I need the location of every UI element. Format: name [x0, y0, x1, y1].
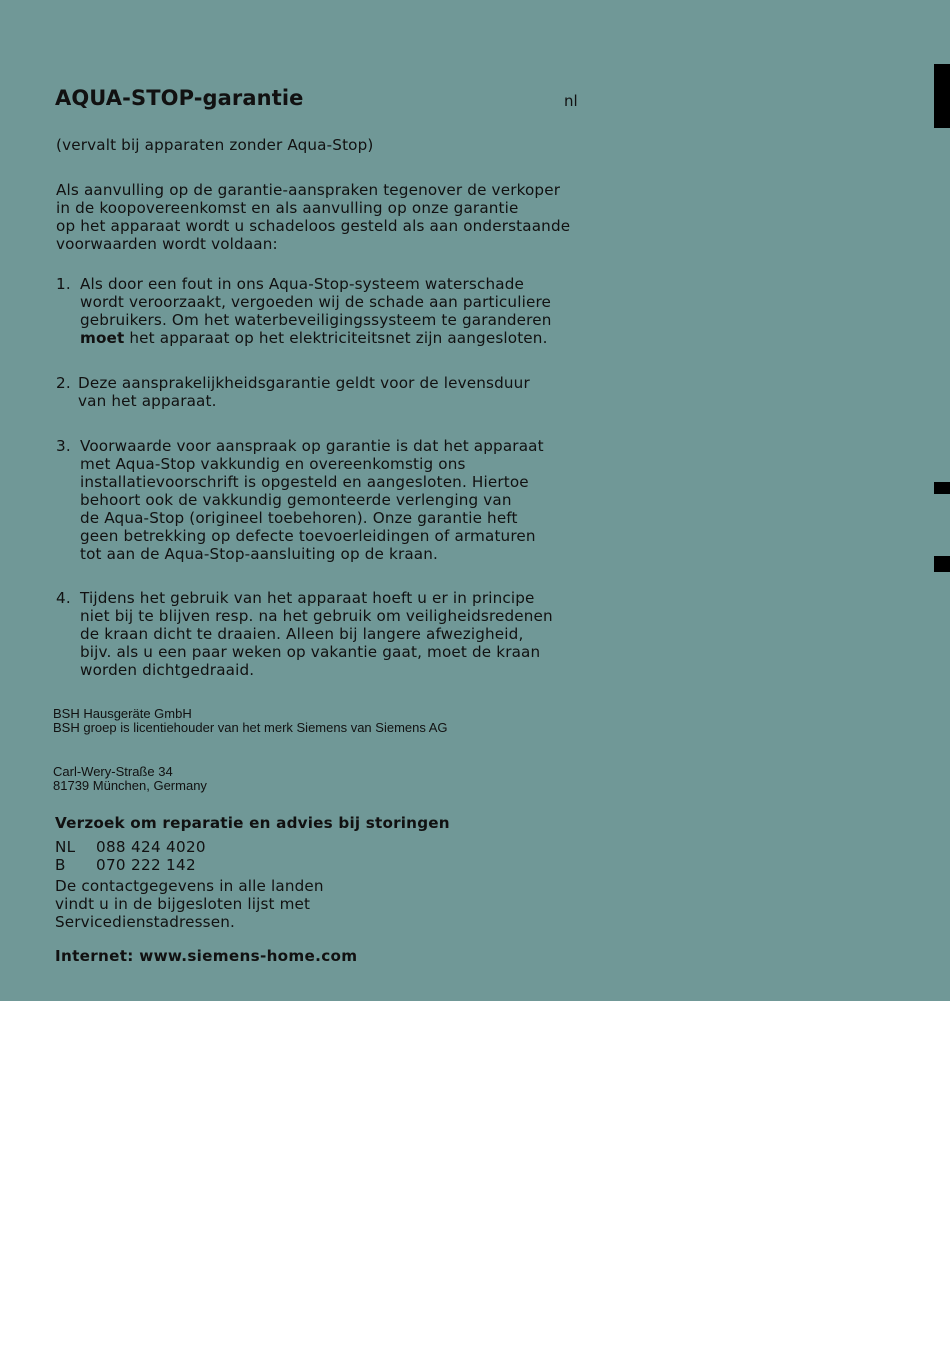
item-line: Als door een fout in ons Aqua-Stop-systeem waterschade: [80, 275, 524, 293]
item-line: behoort ook de vakkundig gemonteerde verlenging van: [80, 491, 512, 509]
address-city: 81739 München, Germany: [53, 778, 207, 793]
item-line: installatievoorschrift is opgesteld en aangesloten. Hiertoe: [80, 473, 529, 491]
item-line: van het apparaat.: [78, 392, 217, 410]
intro-line: voorwaarden wordt voldaan:: [56, 235, 278, 253]
subtitle: (vervalt bij apparaten zonder Aqua-Stop): [56, 136, 374, 154]
thumb-index-tab: [934, 64, 950, 128]
item-line: tot aan de Aqua-Stop-aansluiting op de kraan.: [80, 545, 439, 563]
address-street: Carl-Wery-Straße 34: [53, 764, 173, 779]
company-name: BSH Hausgeräte GmbH: [53, 706, 192, 721]
item-text: [80, 589, 590, 679]
item-number: 2.: [56, 374, 71, 392]
intro-paragraph: [56, 181, 596, 253]
item-text: [80, 437, 590, 563]
item-line: geen betrekking op defecte toevoerleidingen of armaturen: [80, 527, 536, 545]
contact-note: [55, 877, 455, 931]
item-line: met Aqua-Stop vakkundig en overeenkomstig ons: [80, 455, 466, 473]
item-line: het apparaat op het elektriciteitsnet zijn aangesloten.: [124, 329, 548, 347]
item-text: [80, 275, 590, 347]
intro-line: op het apparaat wordt u schadeloos gesteld als aan onderstaande: [56, 217, 571, 235]
internet-link[interactable]: Internet: www.siemens-home.com: [55, 947, 358, 965]
intro-line: Als aanvulling op de garantie-aanspraken tegenover de verkoper: [56, 181, 561, 199]
contact-line: Servicedienstadressen.: [55, 913, 235, 931]
item-number: 3.: [56, 437, 71, 455]
contact-line: De contactgegevens in alle landen: [55, 877, 324, 895]
item-line: bijv. als u een paar weken op vakantie gaat, moet de kraan: [80, 643, 541, 661]
item-number: 1.: [56, 275, 71, 293]
item-number: 4.: [56, 589, 71, 607]
thumb-index-marker: [934, 482, 950, 494]
item-line: de Aqua-Stop (origineel toebehoren). Onze garantie heft: [80, 509, 518, 527]
phone-country: NL: [55, 838, 76, 856]
company-address: [53, 765, 573, 793]
item-line: Tijdens het gebruik van het apparaat hoeft u er in principe: [80, 589, 535, 607]
emphasis-word: moet: [80, 329, 125, 347]
language-code: nl: [564, 92, 578, 110]
contact-line: vindt u in de bijgesloten lijst met: [55, 895, 311, 913]
item-line: worden dichtgedraaid.: [80, 661, 255, 679]
item-line: niet bij te blijven resp. na het gebruik om veiligheidsredenen: [80, 607, 553, 625]
item-line: wordt veroorzaakt, vergoeden wij de schade aan particuliere: [80, 293, 551, 311]
item-line: Voorwaarde voor aanspraak op garantie is dat het apparaat: [80, 437, 544, 455]
item-line: Deze aansprakelijkheidsgarantie geldt voor de levensduur: [78, 374, 530, 392]
thumb-index-marker: [934, 556, 950, 572]
phone-number: 070 222 142: [96, 856, 196, 874]
phone-country: B: [55, 856, 66, 874]
license-note: BSH groep is licentiehouder van het merk Siemens van Siemens AG: [53, 720, 448, 735]
item-text: [78, 374, 588, 410]
service-heading: Verzoek om reparatie en advies bij storingen: [55, 814, 450, 832]
company-info: [53, 707, 573, 735]
item-line: de kraan dicht te draaien. Alleen bij langere afwezigheid,: [80, 625, 524, 643]
phone-number: 088 424 4020: [96, 838, 206, 856]
item-line: gebruikers. Om het waterbeveiligingssysteem te garanderen: [80, 311, 552, 329]
intro-line: in de koopovereenkomst en als aanvulling op onze garantie: [56, 199, 519, 217]
page-title: AQUA-STOP-garantie: [55, 86, 304, 110]
